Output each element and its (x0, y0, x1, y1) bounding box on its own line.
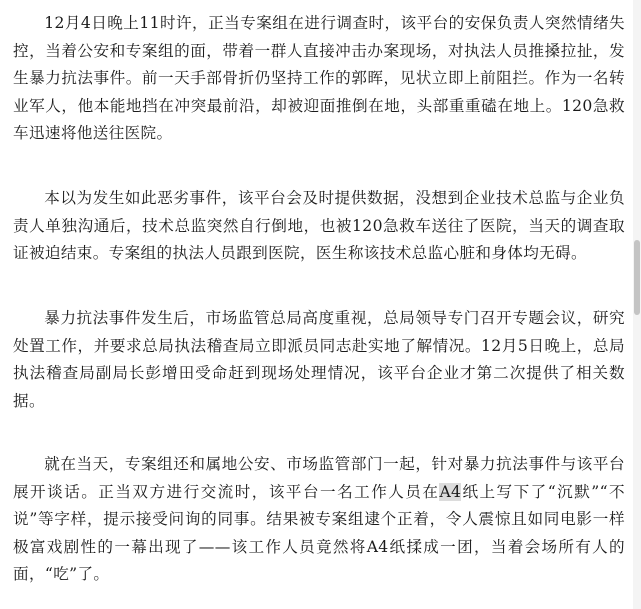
paragraph-1 (13, 10, 625, 148)
paragraph-2-text: 本以为发生如此恶劣事件，该平台会及时提供数据，没想到企业技术总监与企业负责人单独沟通后，技术总监突然自行倒地，也被120急救车送往了医院，当天的调查取证被迫结束。专案组的执法人员跟到医院，医生称该技术总监心脏和身体均无碍。 (13, 189, 625, 263)
paragraph-2 (13, 185, 625, 268)
paragraph-4-text-end: 纸上写下了“沉默”“不说”等字样，提示接受问询的同事。结果被专案组逮个正着，令人震惊且如同电影一样极富戏剧性的一幕出现了——该工作人员竟然将A4纸揉成一团，当着会场所有人的面，“吃”了。 (13, 482, 625, 584)
paragraph-4-text-start: 就在当天，专案组还和属地公安、市场监管部门一起，针对暴力抗法事件与该平台展开谈话。正当双方进行交流时，该平台一名工作人员在 (13, 455, 625, 501)
scrollbar-thumb[interactable] (634, 240, 640, 315)
vertical-scrollbar[interactable] (633, 0, 641, 609)
paragraph-3-text: 暴力抗法事件发生后，市场监管总局高度重视，总局领导专门召开专题会议，研究处置工作，并要求总局执法稽查局立即派员同志赴实地了解情况。12月5日晚上，总局执法稽查局副局长彭增田受命赶到现场处理情况，该平台企业才第二次提供了相关数据。 (13, 309, 625, 410)
paragraph-4 (13, 451, 625, 589)
paragraph-3 (13, 305, 625, 415)
selected-text-highlight[interactable]: A4 (439, 482, 462, 501)
paragraph-1-text: 12月4日晚上11时许，正当专案组在进行调查时，该平台的安保负责人突然情绪失控，当着公安和专案组的面，带着一群人直接冲击办案现场，对执法人员推搡拉扯，发生暴力抗法事件。前一天手部骨折仍坚持工作的郭晖，见状立即上前阻拦。作为一名转业军人，他本能地挡在冲突最前沿，却被迎面推倒在地，头部重重磕在地上。120急救车迅速将他送往医院。 (13, 14, 625, 143)
